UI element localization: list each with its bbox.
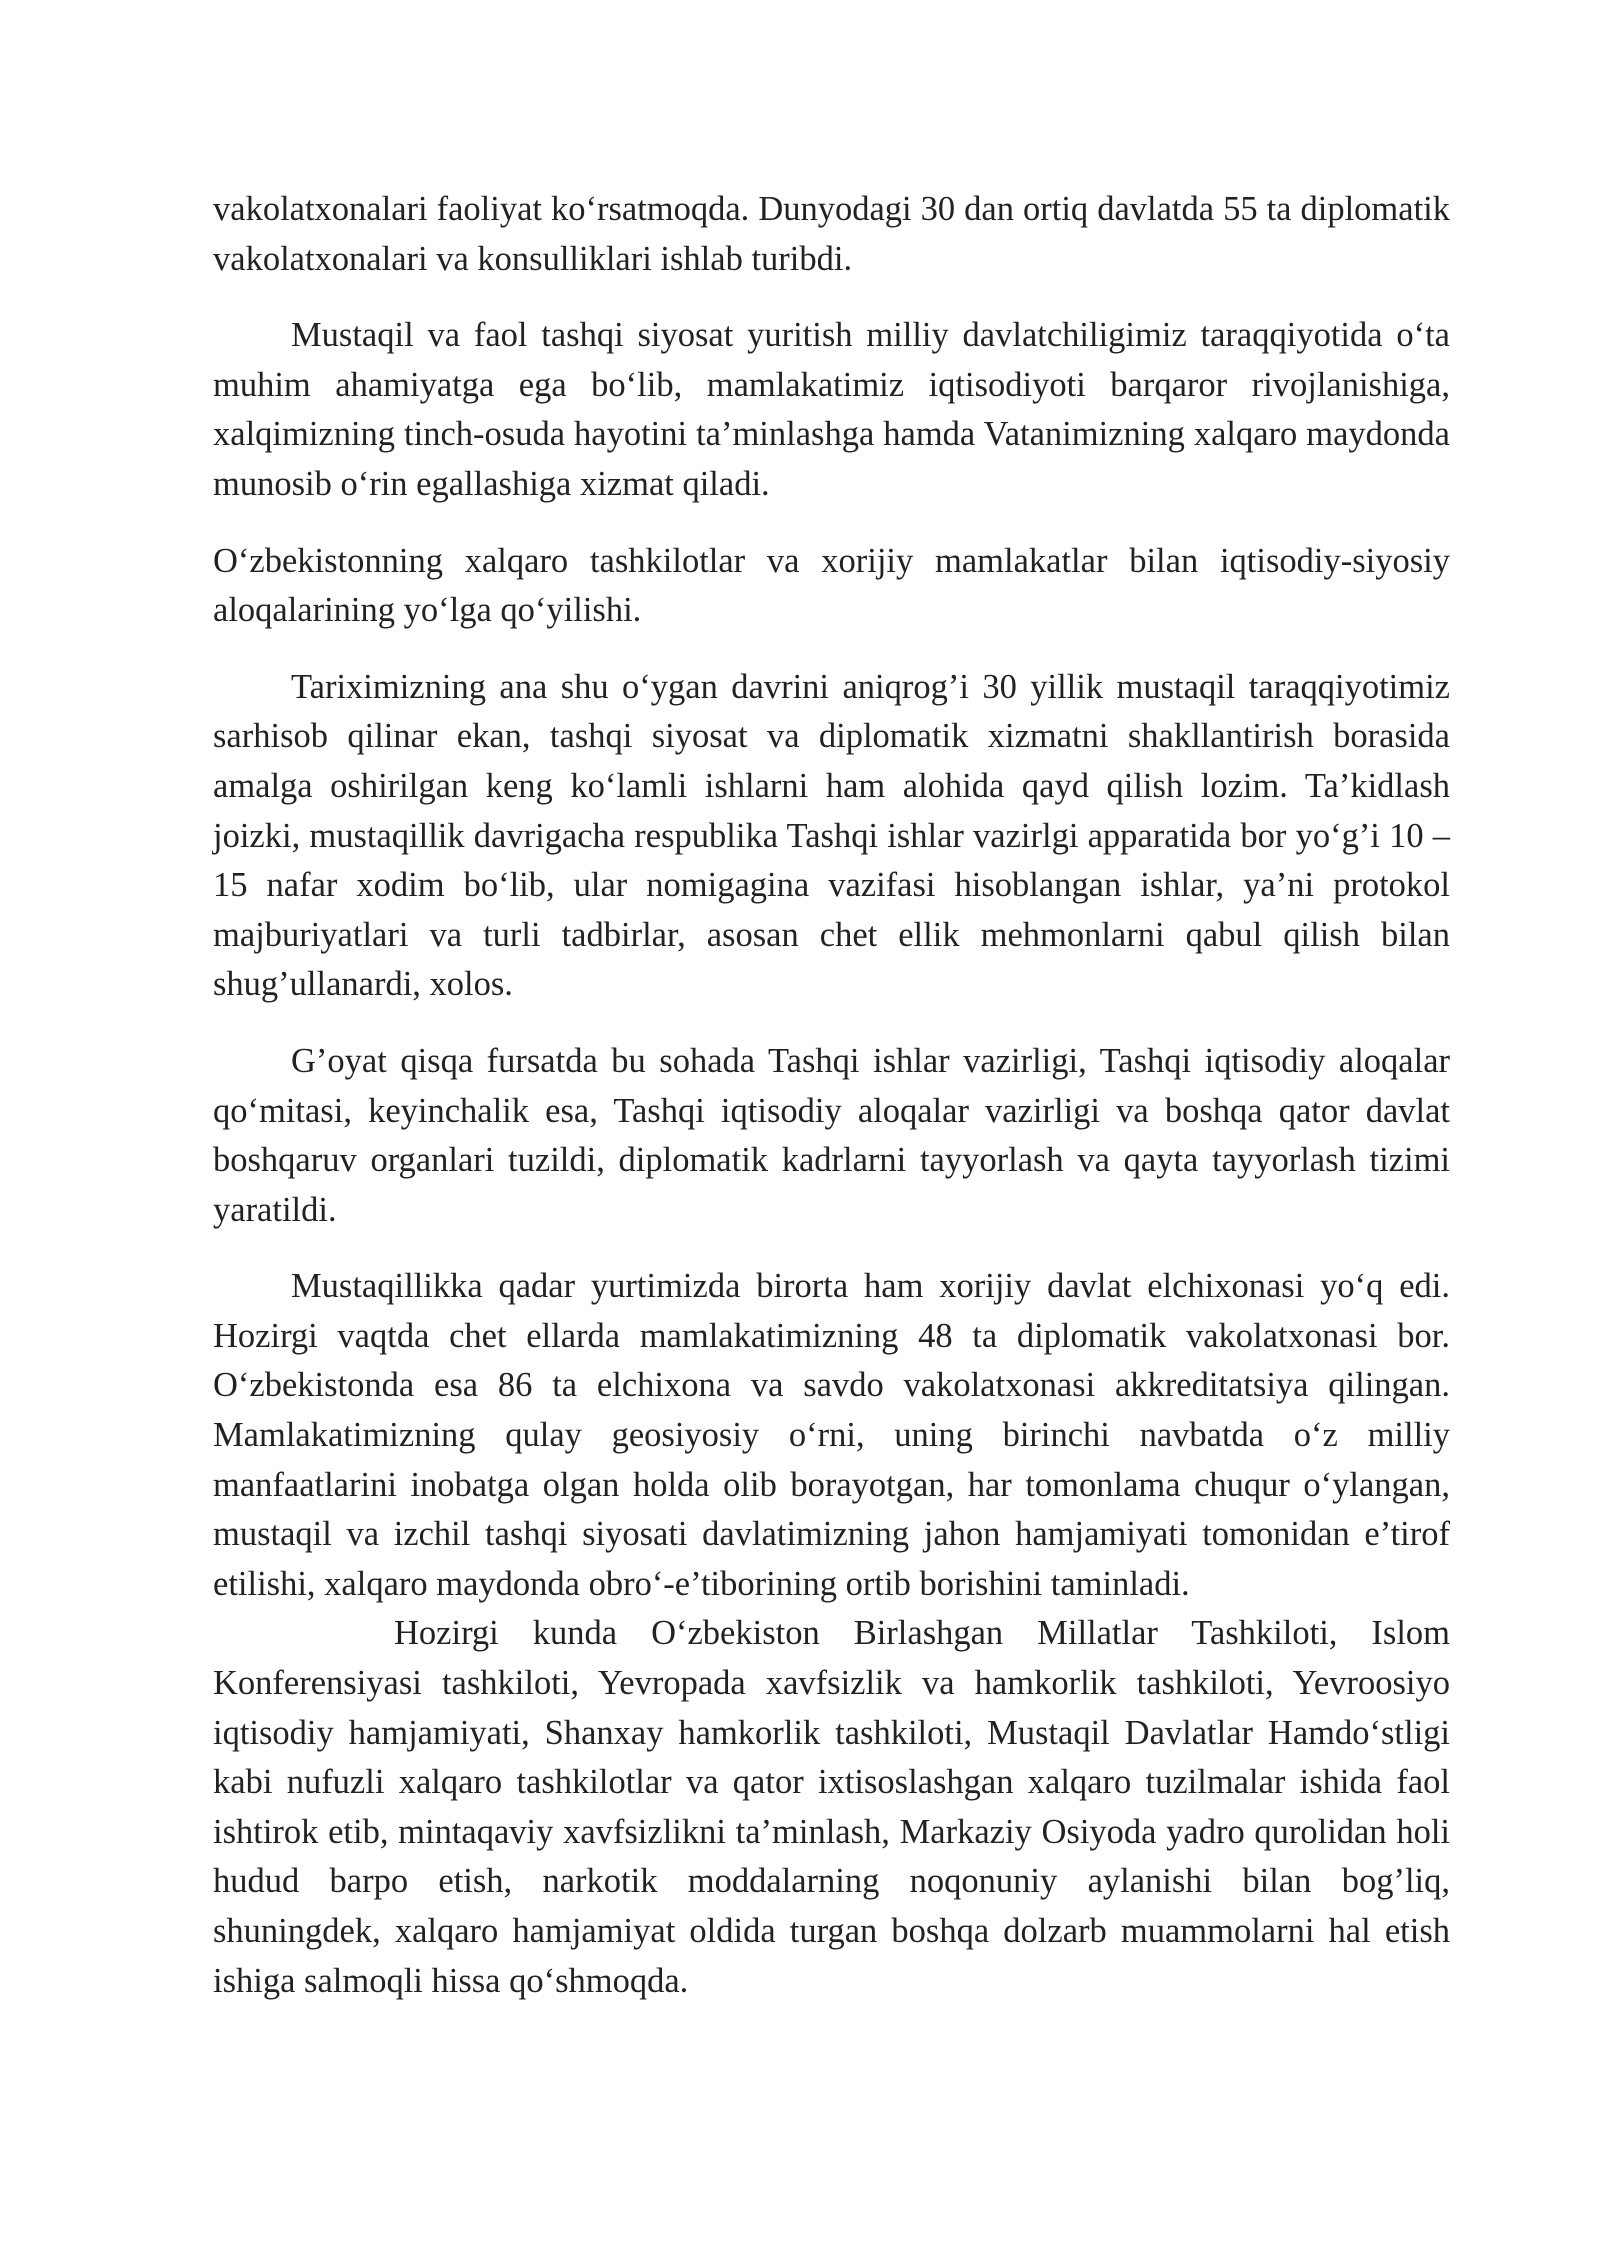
paragraph-4: G’oyat qisqa fursatda bu sohada Tashqi ishlar vazirligi, Tashqi iqtisodiy aloqalar qo‘mitasi, keyinchalik esa, Tashqi iqtisodiy aloqalar vazirligi va boshqa qator davlat boshqaruv organlari tuzildi, diplomatik kadrlarni tayyorlash va qayta tayyorlash tizimi yaratildi. (213, 1041, 1450, 1229)
paragraph-1: vakolatxonalari faoliyat ko‘rsatmoqda. Dunyodagi 30 dan ortiq davlatda 55 ta diplomatik vakolatxonalari va konsulliklari ishlab turibdi. (213, 190, 1450, 278)
section-heading: O‘zbekistonning xalqaro tashkilotlar va xorijiy mamlakatlar bilan iqtisodiy-siyosiy aloqalarining yo‘lga qo‘yilishi. (213, 541, 1450, 630)
paragraph-5: Mustaqillikka qadar yurtimizda birorta ham xorijiy davlat elchixonasi yo‘q edi. Hozirgi vaqtda chet ellarda mamlakatimizning 48 ta diplomatik vakolatxonasi bor. O‘zbekistonda esa 86 ta elchixona va savdo vakolatxonasi akkreditatsiya qilingan. Mamlakatimizning qulay geosiyosiy o‘rni, uning birinchi navbatda o‘z milliy manfaatlarini inobatga olgan holda olib borayotgan, har tomonlama chuqur o‘ylangan, mustaqil va izchil tashqi siyosati davlatimizning jahon hamjamiyati tomonidan e’tirof etilishi, xalqaro maydonda obro‘-e’tiborining ortib borishini taminladi. (213, 1267, 1450, 1603)
paragraph-3: Tariximizning ana shu o‘ygan davrini aniqrog’i 30 yillik mustaqil taraqqiyotimiz sarhisob qilinar ekan, tashqi siyosat va diplomatik xizmatni shakllantirish borasida amalga oshirilgan keng ko‘lamli ishlarni ham alohida qayd qilish lozim. Ta’kidlash joizki, mustaqillik davrigacha respublika Tashqi ishlar vazirlgi apparatida bor yo‘g’i 10 –15 nafar xodim bo‘lib, ular nomigagina vazifasi hisoblangan ishlar, ya’ni protokol majburiyatlari va turli tadbirlar, asosan chet ellik mehmonlarni qabul qilish bilan shug’ullanardi, xolos. (213, 667, 1450, 1004)
paragraph-2: Mustaqil va faol tashqi siyosat yuritish milliy davlatchiligimiz taraqqiyotida o‘ta muhim ahamiyatga ega bo‘lib, mamlakatimiz iqtisodiyoti barqaror rivojlanishiga, xalqimizning tinch-osuda hayotini ta’minlashga hamda Vatanimizning xalqaro maydonda munosib o‘rin egallashiga xizmat qiladi. (213, 316, 1450, 503)
document-page (213, 185, 1450, 2033)
paragraph-6: Hozirgi kunda O‘zbekiston Birlashgan Millatlar Tashkiloti, Islom Konferensiyasi tashkiloti, Yevropada xavfsizlik va hamkorlik tashkiloti, Yevroosiyo iqtisodiy hamjamiyati, Shanxay hamkorlik tashkiloti, Mustaqil Davlatlar Hamdo‘stligi kabi nufuzli xalqaro tashkilotlar va qator ixtisoslashgan xalqaro tuzilmalar ishida faol ishtirok etib, mintaqaviy xavfsizlikni ta’minlash, Markaziy Osiyoda yadro qurolidan holi hudud barpo etish, narkotik moddalarning noqonuniy aylanishi bilan bog’liq, shuningdek, xalqaro hamjamiyat oldida turgan boshqa dolzarb muammolarni hal etish ishiga salmoqli hissa qo‘shmoqda. (213, 1614, 1450, 2000)
